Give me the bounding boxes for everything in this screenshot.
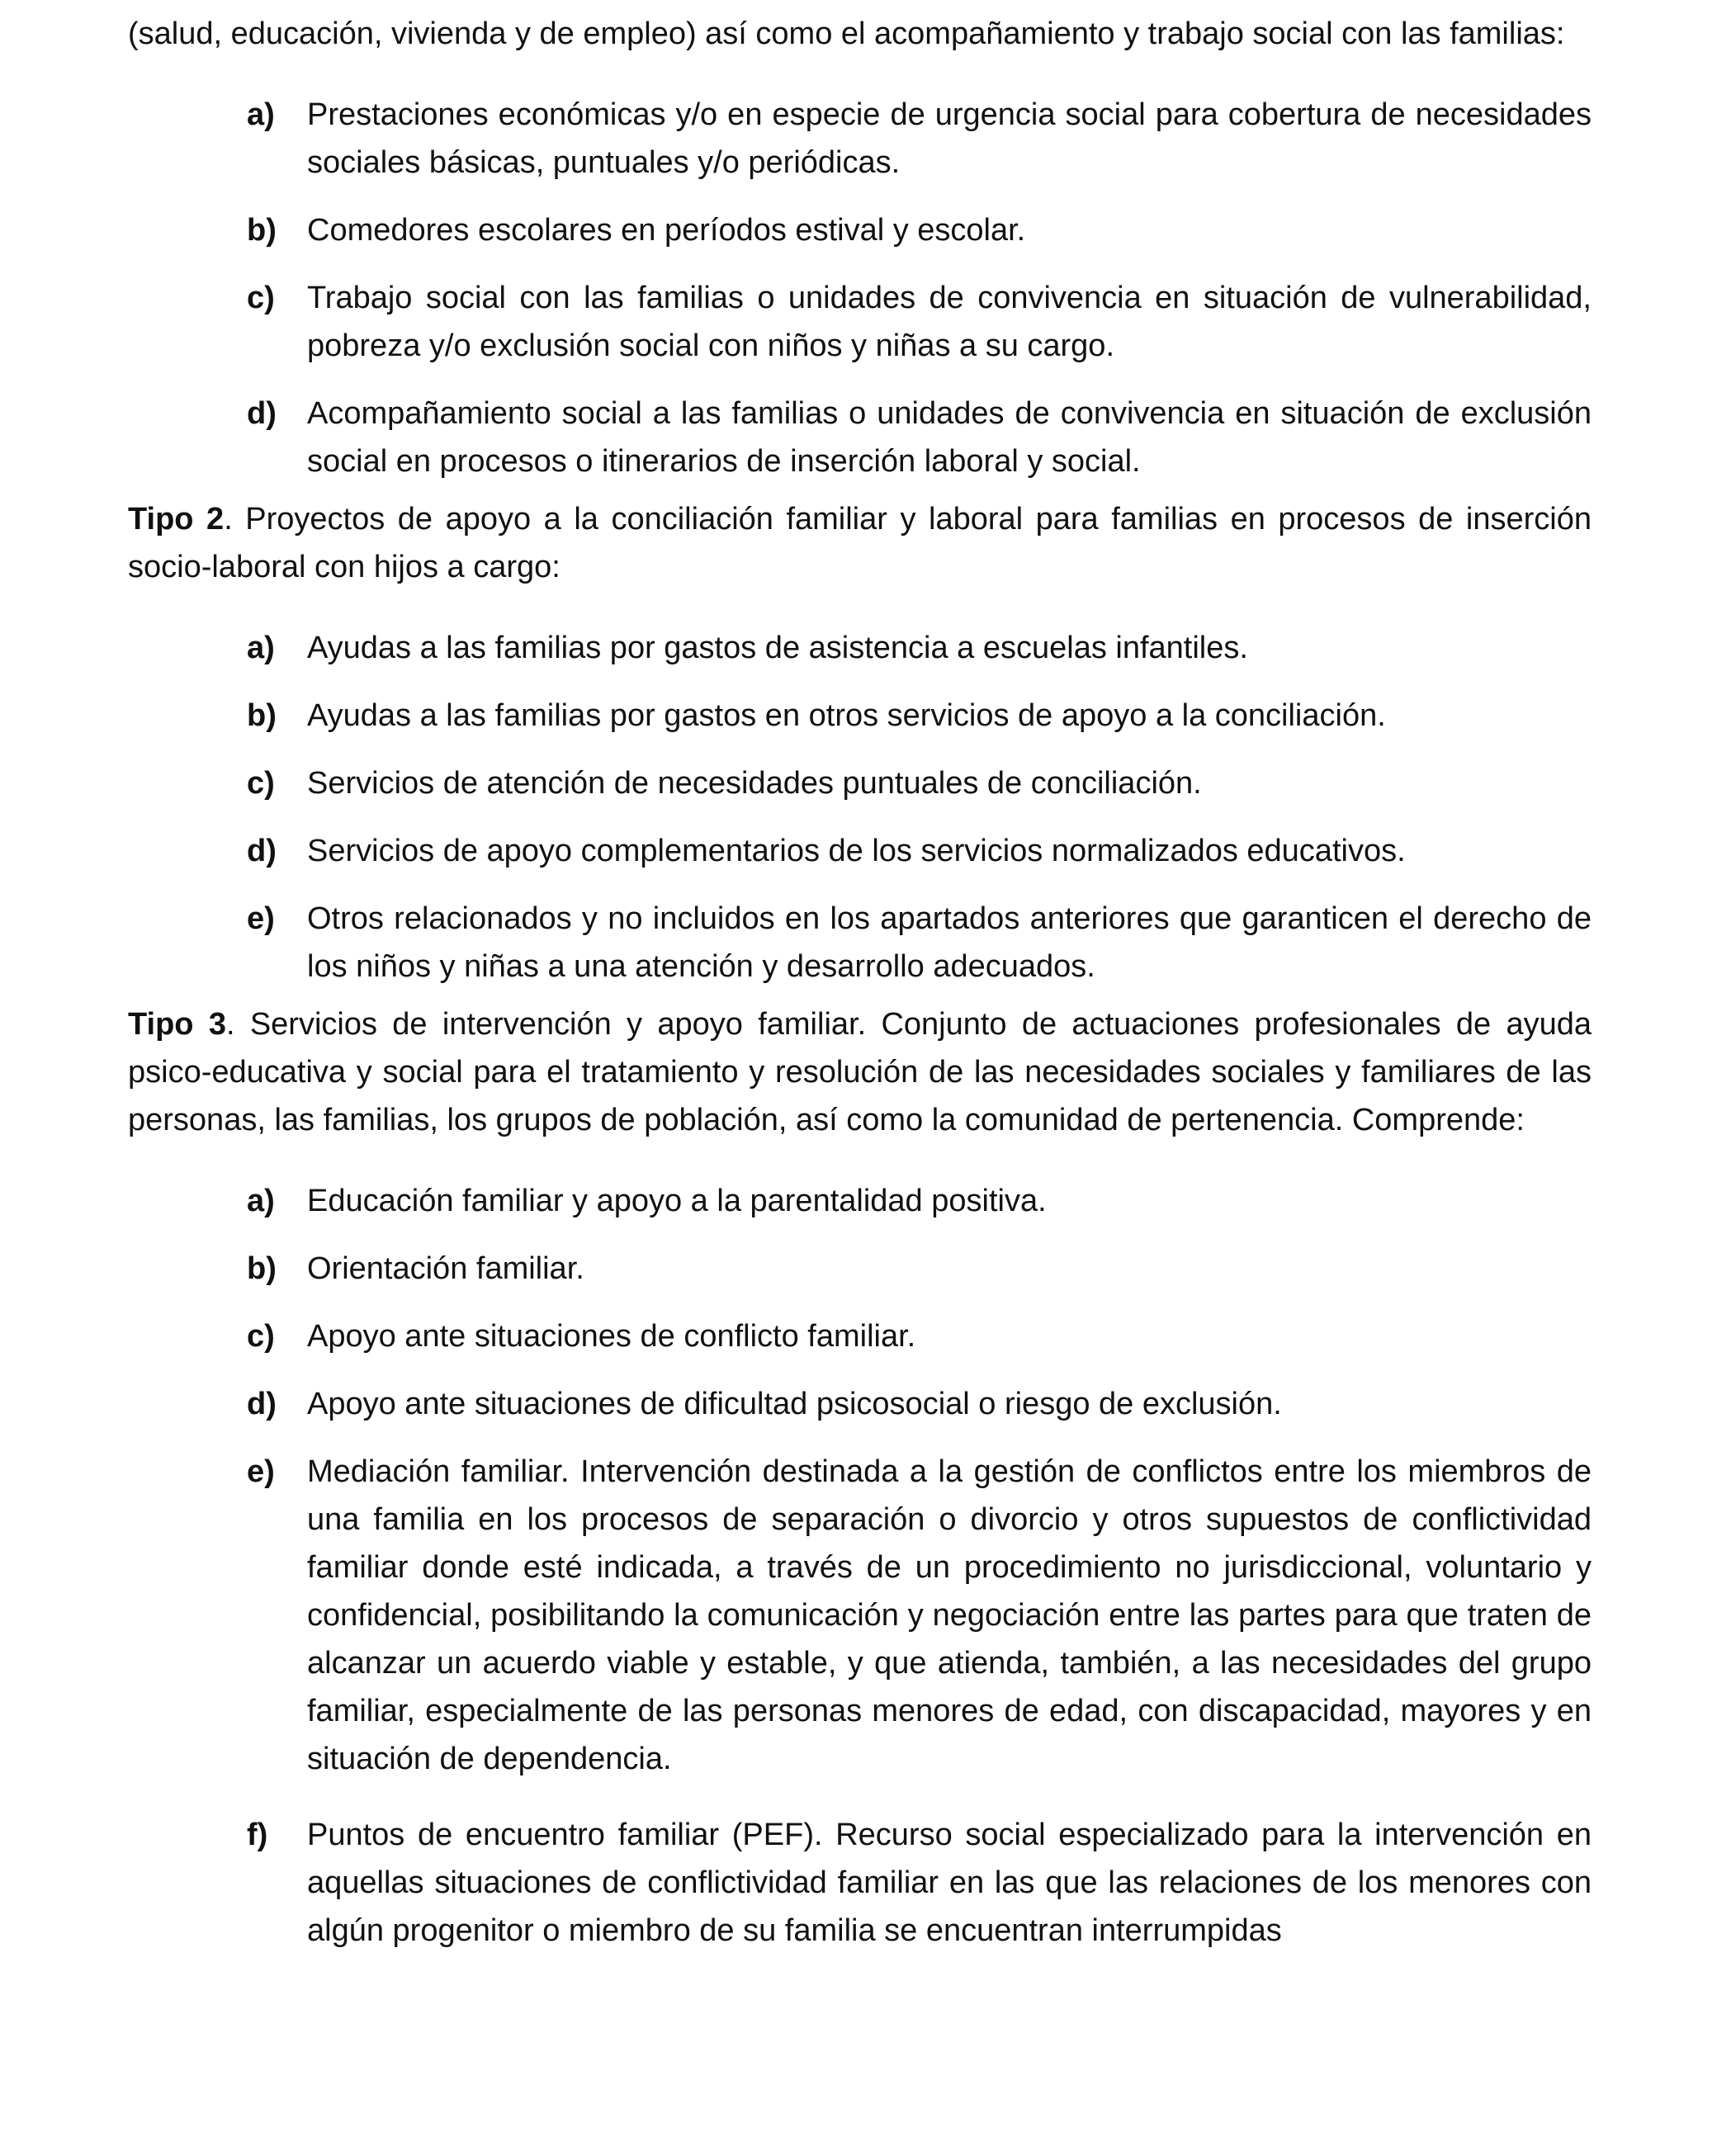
list-item <box>128 274 1592 370</box>
list-item <box>128 1177 1592 1225</box>
list-marker: e) <box>247 1454 275 1489</box>
list-item-text: Ayudas a las familias por gastos de asistencia a escuelas infantiles. <box>307 631 1248 665</box>
list-item <box>128 206 1592 254</box>
list-marker: c) <box>247 1319 275 1354</box>
list-marker: c) <box>247 281 275 315</box>
list-item <box>128 91 1592 187</box>
list-marker: d) <box>247 396 277 431</box>
list-item <box>128 1245 1592 1293</box>
intro-paragraph: (salud, educación, vivienda y de empleo) así como el acompañamiento y trabajo social con las familias: <box>128 17 1565 51</box>
list-marker: a) <box>247 1184 275 1218</box>
list-item <box>128 759 1592 807</box>
tipo3-paragraph <box>128 1000 1592 1144</box>
list-item <box>128 1811 1592 1955</box>
list-marker: d) <box>247 834 277 868</box>
list-marker: b) <box>247 213 277 248</box>
tipo2-label: Tipo 2 <box>128 502 225 537</box>
document-page <box>128 0 1592 1955</box>
tipo3-text: . Servicios de intervención y apoyo familiar. Conjunto de actuaciones profesionales de ayuda psico-educativa y social para el tratamiento y resolución de las necesidades sociales y familiares de las personas, las familias, los grupos de población, así como la comunidad de pertenencia. Comprende: <box>128 1007 1592 1137</box>
tipo3-label: Tipo 3 <box>128 1007 226 1042</box>
list-item-text: Servicios de atención de necesidades puntuales de conciliación. <box>307 766 1202 801</box>
list-item-text: Puntos de encuentro familiar (PEF). Recurso social especializado para la intervención en aquellas situaciones de conflictividad familiar en las que las relaciones de los menores con algún progenitor o miembro de su familia se encuentran interrumpidas <box>307 1818 1592 1948</box>
list-tipo3 <box>128 1177 1592 1955</box>
list-item-text: Servicios de apoyo complementarios de los servicios normalizados educativos. <box>307 834 1406 868</box>
list-item <box>128 1312 1592 1360</box>
list-item <box>128 1448 1592 1783</box>
list-item-text: Otros relacionados y no incluidos en los apartados anteriores que garanticen el derecho de los niños y niñas a una atención y desarrollo adecuados. <box>307 901 1592 984</box>
list-item-text: Ayudas a las familias por gastos en otros servicios de apoyo a la conciliación. <box>307 698 1386 733</box>
list-marker: b) <box>247 1251 277 1286</box>
list-item <box>128 692 1592 740</box>
list-item <box>128 390 1592 485</box>
list-marker: b) <box>247 698 277 733</box>
list-item-text: Prestaciones económicas y/o en especie de urgencia social para cobertura de necesidades sociales básicas, puntuales y/o periódicas. <box>307 97 1592 180</box>
list-item <box>128 1380 1592 1428</box>
list-item-text: Comedores escolares en períodos estival y escolar. <box>307 213 1026 248</box>
list-item-text: Trabajo social con las familias o unidades de convivencia en situación de vulnerabilidad, pobreza y/o exclusión social con niños y niñas a su cargo. <box>307 281 1592 363</box>
list-marker: d) <box>247 1387 277 1421</box>
list-item <box>128 895 1592 991</box>
list-item-text: Acompañamiento social a las familias o unidades de convivencia en situación de exclusión social en procesos o itinerarios de inserción laboral y social. <box>307 396 1592 479</box>
list-tipo2 <box>128 624 1592 991</box>
list-marker: a) <box>247 97 275 132</box>
tipo2-paragraph <box>128 495 1592 591</box>
list-item-text: Educación familiar y apoyo a la parentalidad positiva. <box>307 1184 1047 1218</box>
list-tipo1 <box>128 91 1592 485</box>
tipo2-text: . Proyectos de apoyo a la conciliación familiar y laboral para familias en procesos de inserción socio-laboral con hijos a cargo: <box>128 502 1592 584</box>
list-item <box>128 624 1592 672</box>
list-marker: c) <box>247 766 275 801</box>
list-item-text: Orientación familiar. <box>307 1251 584 1286</box>
list-item-text: Apoyo ante situaciones de conflicto familiar. <box>307 1319 916 1354</box>
list-marker: a) <box>247 631 275 665</box>
list-marker: f) <box>247 1818 268 1852</box>
list-marker: e) <box>247 901 275 936</box>
list-item-text: Apoyo ante situaciones de dificultad psicosocial o riesgo de exclusión. <box>307 1387 1282 1421</box>
list-item <box>128 827 1592 875</box>
list-item-text: Mediación familiar. Intervención destinada a la gestión de conflictos entre los miembros de una familia en los procesos de separación o divorcio y otros supuestos de conflictividad familiar donde esté indicada, a través de un procedimiento no jurisdiccional, voluntario y confidencial, posibilitando la comunicación y negociación entre las partes para que traten de alcanzar un acuerdo viable y estable, y que atienda, también, a las necesidades del grupo familiar, especialmente de las personas menores de edad, con discapacidad, mayores y en situación de dependencia. <box>307 1454 1592 1776</box>
